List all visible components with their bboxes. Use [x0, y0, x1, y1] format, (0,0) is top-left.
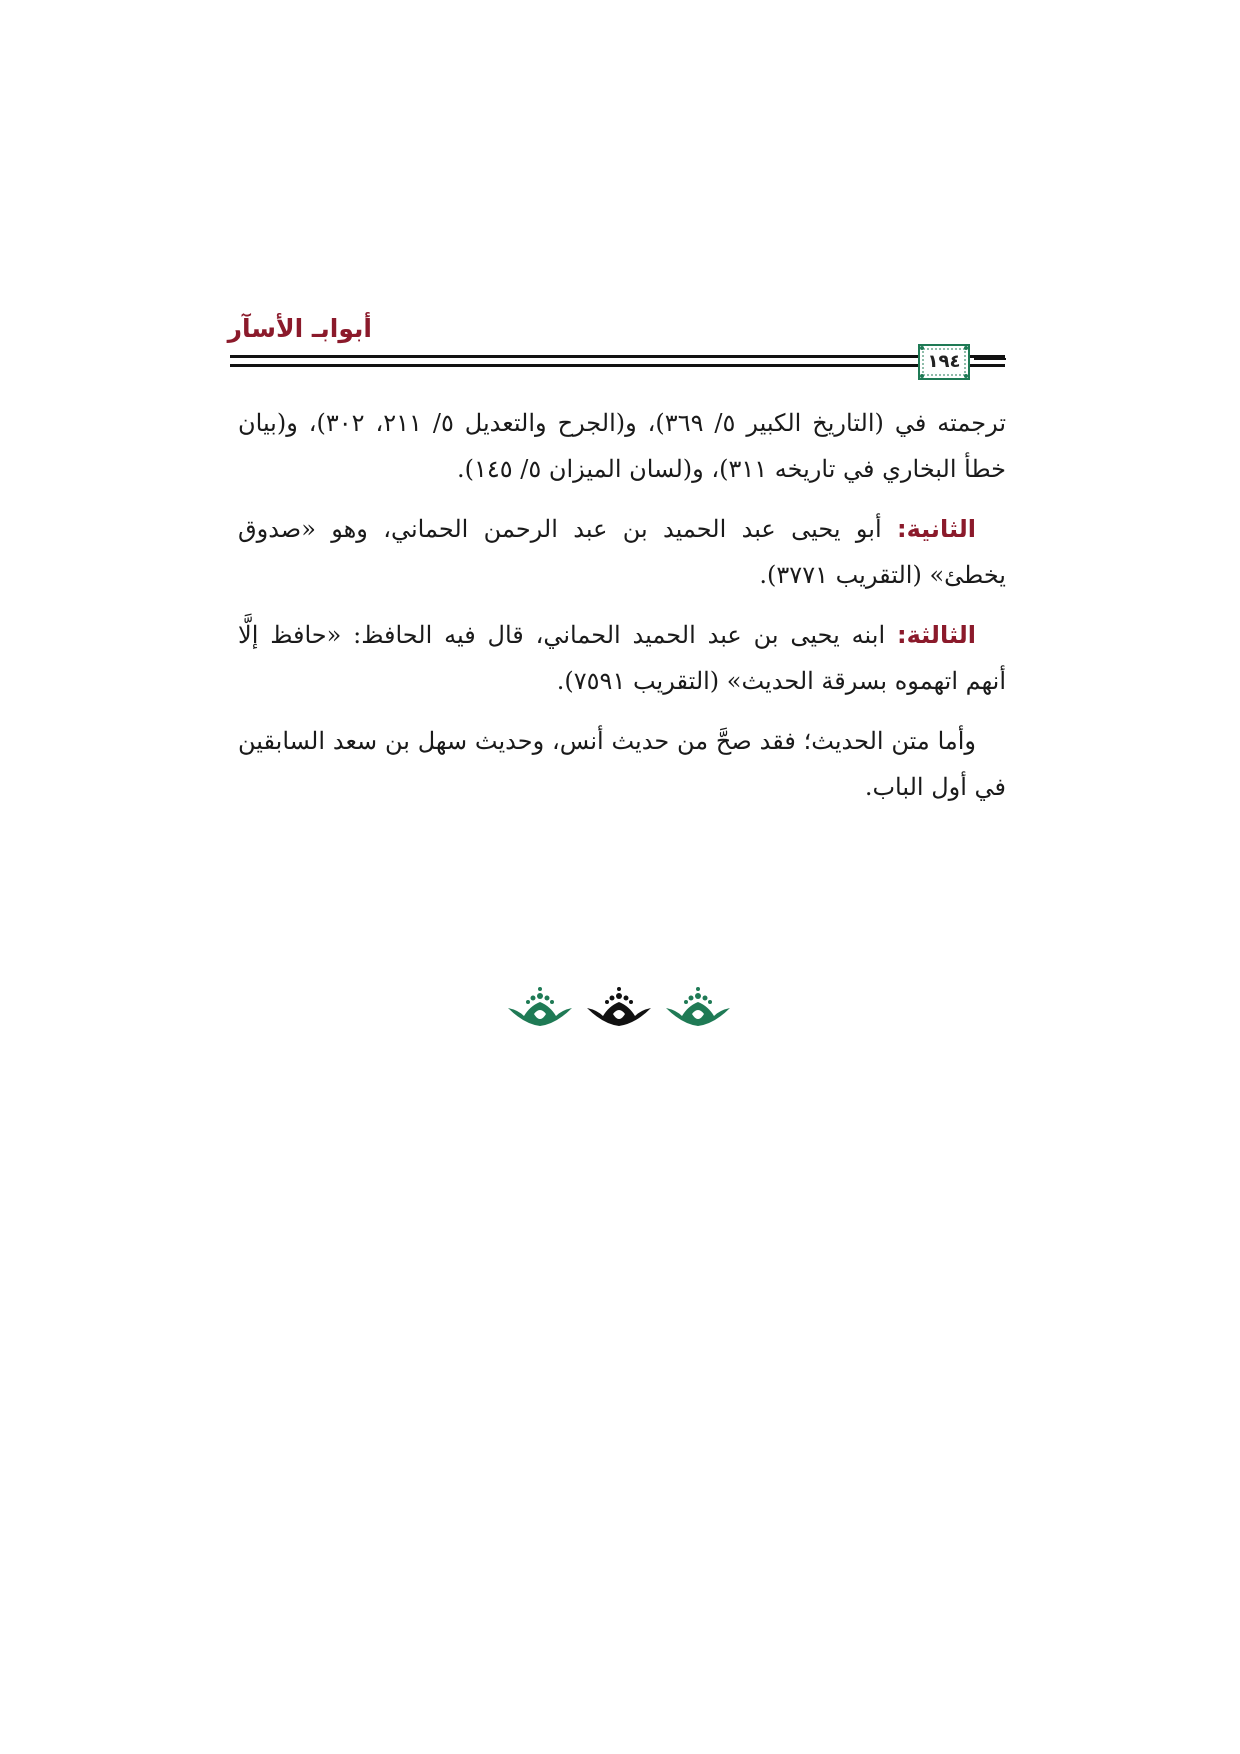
paragraph-lead: الثانية:: [896, 515, 976, 543]
section-end-ornament: [504, 984, 734, 1034]
body-text: [238, 400, 1006, 824]
paragraph-second-narrator: [238, 506, 1006, 598]
paragraph-text: أبو يحيى عبد الحميد بن عبد الرحمن الحماني، وهو «صدوق يخطئ» (التقريب ٣٧٧١).: [238, 515, 1006, 589]
header-rule-right: [974, 358, 1006, 360]
paragraph-lead: الثالثة:: [896, 621, 976, 649]
paragraph-text: ترجمته في (التاريخ الكبير ٥/ ٣٦٩)، و(الجرح والتعديل ٥/ ٢١١، ٣٠٢)، و(بيان خطأ البخاري في تاريخه ٣١١)، و(لسان الميزان ٥/ ١٤٥).: [238, 409, 1007, 483]
header-rule-top: [230, 355, 1005, 358]
floral-ornament-icon: [508, 987, 572, 1026]
paragraph-text: وأما متن الحديث؛ فقد صحَّ من حديث أنس، وحديث سهل بن سعد السابقين في أول الباب.: [238, 727, 1006, 801]
paragraph-references: [238, 400, 1006, 492]
paragraph-third-narrator: [238, 612, 1006, 704]
header-rule-bottom: [230, 364, 1005, 367]
paragraph-hadith-text: [238, 718, 1006, 810]
page-number: ١٩٤: [927, 351, 961, 372]
running-header-title: أبوابـ الأسآر: [227, 314, 372, 343]
paragraph-text: ابنه يحيى بن عبد الحميد الحماني، قال فيه الحافظ: «حافظ إلَّا أنهم اتهموه بسرقة الحديث» (التقريب ٧٥٩١).: [238, 621, 1006, 695]
page-number-badge: [918, 344, 970, 380]
floral-ornament-icon: [587, 987, 651, 1026]
floral-ornament-icon: [666, 987, 730, 1026]
